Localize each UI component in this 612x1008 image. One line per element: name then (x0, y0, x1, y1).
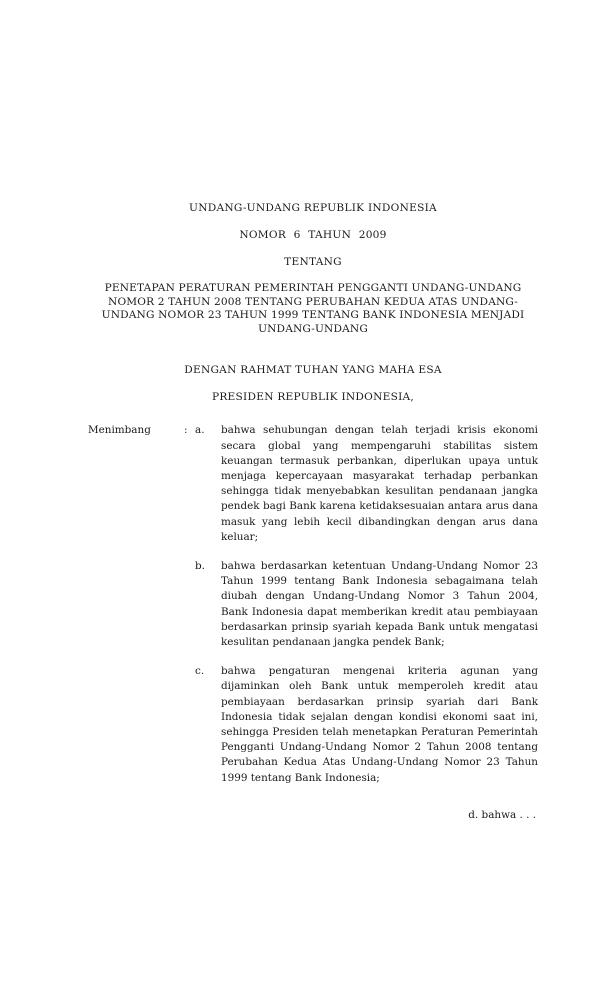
considerans-item-a (88, 423, 538, 545)
considerans-item-text: bahwa pengaturan mengenai kriteria agunan yang dijaminkan oleh Bank untuk memperoleh kredit atau pembiayaan berdasarkan prinsip syariah dari Bank Indonesia tidak sejalan dengan kondisi ekonomi saat ini, sehingga Presiden telah menetapkan Peraturan Pemerintah Pengganti Undang-Undang Nomor 2 Tahun 2008 tentang Perubahan Kedua Atas Undang-Undang Nomor 23 Tahun 1999 tentang Bank Indonesia; (221, 665, 538, 784)
considerans-item-text: bahwa sehubungan dengan telah terjadi krisis ekonomi secara global yang mempengaruhi stabilitas sistem keuangan termasuk perbankan, diperlukan upaya untuk menjaga kepercayaan masyarakat terhadap perbankan sehingga tidak menyebabkan kesulitan pendanaan jangka pendek bagi Bank karena ketidaksesuaian antara arus dana masuk yang lebih kecil dibandingkan dengan arus dana keluar; (221, 424, 538, 543)
page-catchword: d. bahwa . . . (468, 808, 536, 821)
considerans-item-letter: a. (195, 424, 205, 437)
document-heading-line: UNDANG-UNDANG REPUBLIK INDONESIA (189, 202, 437, 214)
document-tentang-line: TENTANG (284, 256, 342, 268)
document-body (88, 201, 538, 823)
considerans-item-letter: b. (195, 560, 205, 572)
considerans-section (88, 423, 538, 785)
considerans-colon: : (184, 424, 188, 437)
document-title-line-3: UNDANG NOMOR 23 TAHUN 1999 TENTANG BANK INDONESIA MENJADI (101, 309, 525, 322)
considerans-label: Menimbang (88, 424, 151, 437)
considerans-item-text: bahwa berdasarkan ketentuan Undang-Undang Nomor 23 Tahun 1999 tentang Bank Indonesia sebagaimana telah diubah dengan Undang-Undang Nomor 3 Tahun 2004, Bank Indonesia dapat memberikan kredit atau pembiayaan berdasarkan prinsip syariah kepada Bank untuk mengatasi kesulitan pendanaan jangka pendek Bank; (221, 560, 538, 649)
document-title-line-1: PENETAPAN PERATURAN PEMERINTAH PENGGANTI UNDANG-UNDANG (104, 282, 522, 294)
document-title (88, 282, 538, 336)
considerans-item-b (88, 559, 538, 650)
considerans-item-letter: c. (195, 665, 205, 678)
document-title-line-4: UNDANG-UNDANG (258, 322, 368, 335)
document-title-line-2: NOMOR 2 TAHUN 2008 TENTANG PERUBAHAN KEDUA ATAS UNDANG- (108, 295, 518, 308)
blessing-line: DENGAN RAHMAT TUHAN YANG MAHA ESA (184, 364, 442, 377)
considerans-item-c (88, 664, 538, 786)
document-number-line: NOMOR 6 TAHUN 2009 (239, 229, 387, 241)
authority-line: PRESIDEN REPUBLIK INDONESIA, (211, 391, 415, 404)
